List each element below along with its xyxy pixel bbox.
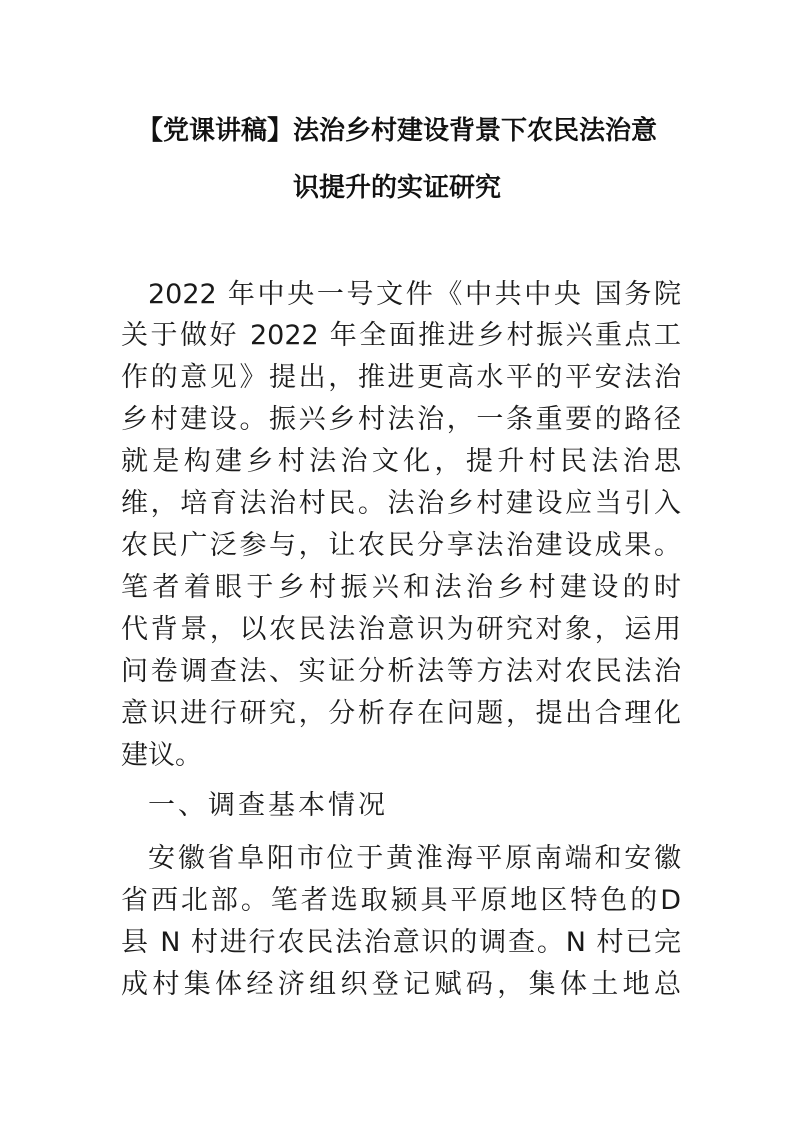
paragraph-line: 农民广泛参与，让农民分享法治建设成果。 bbox=[121, 530, 681, 561]
paragraph-line: 意识进行研究，分析存在问题，提出合理化 bbox=[121, 698, 681, 729]
paragraph-line: 笔者着眼于乡村振兴和法治乡村建设的时 bbox=[121, 572, 681, 603]
section-heading: 一、调查基本情况 bbox=[148, 790, 388, 821]
paragraph-line: 作的意见》提出，推进更高水平的平安法治 bbox=[121, 362, 681, 393]
paragraph-line: 成村集体经济组织登记赋码，集体土地总 bbox=[121, 969, 681, 1000]
paragraph-line: 就是构建乡村法治文化，提升村民法治思 bbox=[121, 446, 681, 477]
paragraph-line: 建议。 bbox=[121, 740, 202, 771]
paragraph-line: 问卷调查法、实证分析法等方法对农民法治 bbox=[121, 656, 681, 687]
document-title-line-1: 【党课讲稿】法治乡村建设背景下农民法治意 bbox=[136, 116, 657, 146]
paragraph-line: 关于做好 2022 年全面推进乡村振兴重点工 bbox=[121, 320, 681, 351]
paragraph-line: 乡村建设。振兴乡村法治，一条重要的路径 bbox=[121, 404, 681, 435]
paragraph-line: 维，培育法治村民。法治乡村建设应当引入 bbox=[121, 488, 681, 519]
paragraph-line: 2022 年中央一号文件《中共中央 国务院 bbox=[148, 279, 681, 310]
paragraph-line: 代背景，以农民法治意识为研究对象，运用 bbox=[121, 614, 681, 645]
paragraph-line: 省西北部。笔者选取颍具平原地区特色的D bbox=[121, 885, 681, 916]
document-title-line-2: 识提升的实证研究 bbox=[292, 173, 501, 203]
paragraph-line: 县 N 村进行农民法治意识的调查。N 村已完 bbox=[121, 927, 681, 958]
paragraph-line: 安徽省阜阳市位于黄淮海平原南端和安徽 bbox=[148, 843, 681, 874]
